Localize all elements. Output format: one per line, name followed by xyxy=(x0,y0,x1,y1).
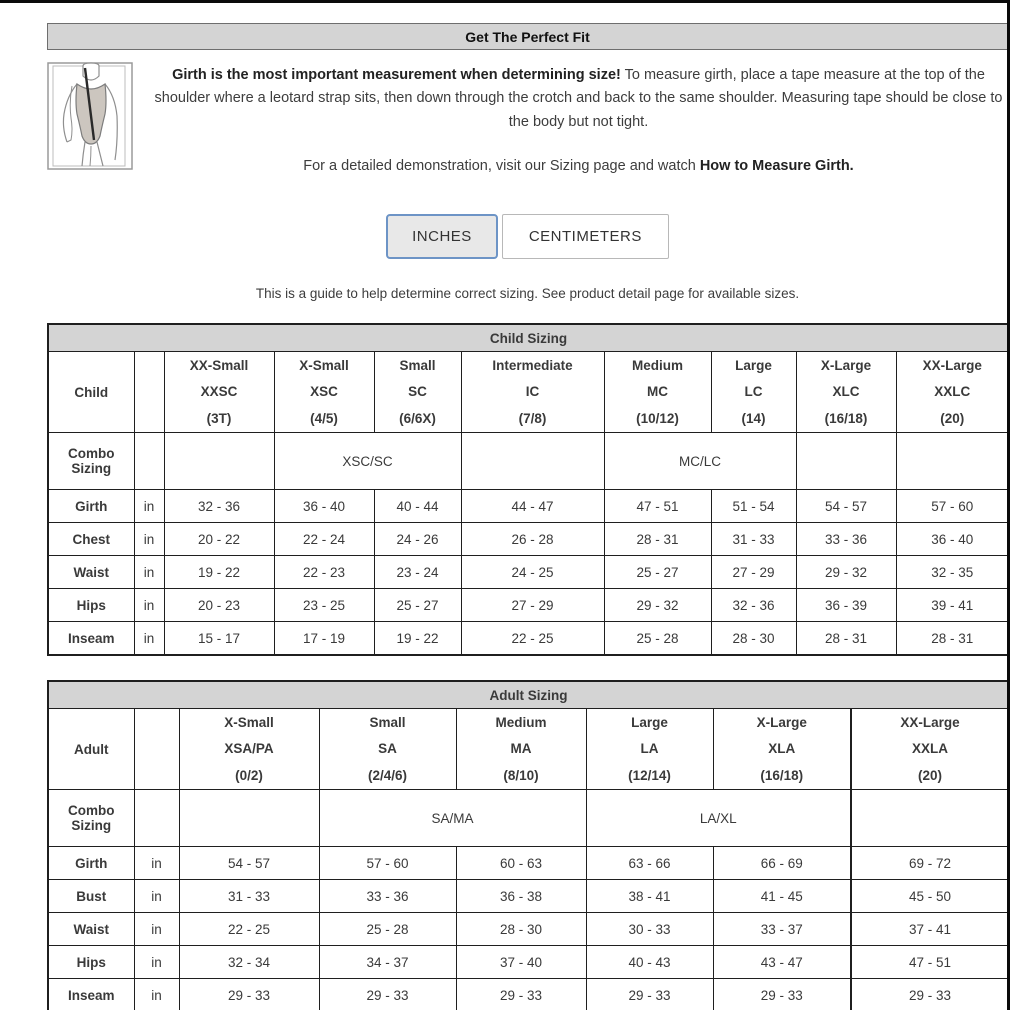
value-cell: 15 - 17 xyxy=(164,622,274,656)
value-cell: 30 - 33 xyxy=(586,913,713,946)
value-cell: 23 - 24 xyxy=(374,556,461,589)
demo-line xyxy=(149,158,1008,174)
value-cell: 36 - 39 xyxy=(796,589,896,622)
unit-cell: in xyxy=(134,847,179,880)
col-range: (3T) xyxy=(206,410,232,426)
girth-instructions-bold: Girth is the most important measurement when determining size! xyxy=(172,67,621,83)
child-col-small xyxy=(374,352,461,433)
combo-empty-cell xyxy=(796,433,896,490)
value-cell: 40 - 44 xyxy=(374,490,461,523)
adult-col-xxlarge xyxy=(851,709,1009,790)
value-cell: 32 - 36 xyxy=(164,490,274,523)
unit-cell: in xyxy=(134,523,164,556)
child-waist-label: Waist xyxy=(48,556,134,589)
sizing-guide-note: This is a guide to help determine correct sizing. See product detail page for available sizes. xyxy=(255,286,800,302)
value-cell: 57 - 60 xyxy=(896,490,1009,523)
value-cell: 36 - 40 xyxy=(896,523,1009,556)
child-corner-label: Child xyxy=(48,352,134,433)
value-cell: 44 - 47 xyxy=(461,490,604,523)
value-cell: 29 - 33 xyxy=(179,979,319,1010)
combo-la-xl: LA/XL xyxy=(586,790,851,847)
value-cell: 54 - 57 xyxy=(179,847,319,880)
demo-line-text: For a detailed demonstration, visit our Sizing page and watch xyxy=(303,158,700,175)
value-cell: 31 - 33 xyxy=(711,523,796,556)
value-cell: 19 - 22 xyxy=(164,556,274,589)
child-sizing-table xyxy=(47,323,1010,656)
col-range: (12/14) xyxy=(628,767,671,783)
child-girth-label: Girth xyxy=(48,490,134,523)
value-cell: 29 - 33 xyxy=(319,979,456,1010)
adult-combo-label: Combo Sizing xyxy=(48,790,134,847)
child-col-xxsmall xyxy=(164,352,274,433)
combo-sa-ma: SA/MA xyxy=(319,790,586,847)
combo-unit-cell xyxy=(134,433,164,490)
child-col-intermediate xyxy=(461,352,604,433)
col-range: (20) xyxy=(917,767,942,783)
col-size: XX-Small xyxy=(189,357,249,373)
value-cell: 33 - 37 xyxy=(713,913,851,946)
unit-cell: in xyxy=(134,913,179,946)
col-code: MA xyxy=(510,741,532,757)
adult-hips-label: Hips xyxy=(48,946,134,979)
adult-inseam-label: Inseam xyxy=(48,979,134,1010)
value-cell: 20 - 23 xyxy=(164,589,274,622)
value-cell: 19 - 22 xyxy=(374,622,461,656)
col-size: X-Small xyxy=(299,357,349,373)
child-col-xlarge xyxy=(796,352,896,433)
col-code: XXLA xyxy=(911,741,948,757)
child-hips-label: Hips xyxy=(48,589,134,622)
col-code: XXSC xyxy=(200,384,238,400)
value-cell: 25 - 28 xyxy=(319,913,456,946)
col-range: (10/12) xyxy=(636,410,679,426)
inches-button[interactable]: INCHES xyxy=(386,214,498,259)
value-cell: 17 - 19 xyxy=(274,622,374,656)
value-cell: 29 - 33 xyxy=(851,979,1009,1010)
col-range: (6/6X) xyxy=(399,410,436,426)
value-cell: 40 - 43 xyxy=(586,946,713,979)
page-title xyxy=(47,23,1008,50)
col-range: (7/8) xyxy=(518,410,547,426)
child-col-medium xyxy=(604,352,711,433)
col-size: Large xyxy=(631,714,668,730)
col-size: Intermediate xyxy=(492,357,573,373)
adult-bust-label: Bust xyxy=(48,880,134,913)
centimeters-button[interactable]: CENTIMETERS xyxy=(502,214,669,259)
value-cell: 33 - 36 xyxy=(319,880,456,913)
unit-toggle xyxy=(47,214,1008,259)
col-code: XXLC xyxy=(934,384,971,400)
value-cell: 57 - 60 xyxy=(319,847,456,880)
col-code: SA xyxy=(378,741,397,757)
value-cell: 29 - 33 xyxy=(586,979,713,1010)
intro-text-column xyxy=(135,62,1008,174)
value-cell: 36 - 38 xyxy=(456,880,586,913)
adult-col-large xyxy=(586,709,713,790)
leotard-measurement-icon xyxy=(47,62,135,172)
value-cell: 36 - 40 xyxy=(274,490,374,523)
adult-girth-label: Girth xyxy=(48,847,134,880)
adult-corner-label: Adult xyxy=(48,709,134,790)
value-cell: 27 - 29 xyxy=(461,589,604,622)
combo-mc-lc: MC/LC xyxy=(604,433,796,490)
value-cell: 32 - 35 xyxy=(896,556,1009,589)
col-range: (16/18) xyxy=(824,410,868,426)
value-cell: 22 - 25 xyxy=(179,913,319,946)
value-cell: 47 - 51 xyxy=(604,490,711,523)
value-cell: 26 - 28 xyxy=(461,523,604,556)
col-code: XSC xyxy=(310,384,338,400)
value-cell: 22 - 25 xyxy=(461,622,604,656)
value-cell: 33 - 36 xyxy=(796,523,896,556)
combo-empty-cell xyxy=(851,790,1009,847)
adult-col-medium xyxy=(456,709,586,790)
col-size: X-Small xyxy=(224,714,274,730)
value-cell: 29 - 33 xyxy=(456,979,586,1010)
adult-sizing-table xyxy=(47,680,1010,1010)
value-cell: 23 - 25 xyxy=(274,589,374,622)
value-cell: 25 - 27 xyxy=(604,556,711,589)
child-table-title: Child Sizing xyxy=(48,324,1009,352)
combo-empty-cell xyxy=(179,790,319,847)
col-size: Small xyxy=(399,357,436,373)
col-code: IC xyxy=(525,384,540,400)
col-range: (8/10) xyxy=(503,767,539,783)
intro-section xyxy=(47,62,1008,174)
col-size: XX-Large xyxy=(922,357,982,373)
combo-xsc-sc: XSC/SC xyxy=(274,433,461,490)
value-cell: 28 - 30 xyxy=(711,622,796,656)
unit-cell: in xyxy=(134,979,179,1010)
value-cell: 32 - 36 xyxy=(711,589,796,622)
combo-unit-cell xyxy=(134,790,179,847)
value-cell: 66 - 69 xyxy=(713,847,851,880)
adult-table-title: Adult Sizing xyxy=(48,681,1009,709)
girth-instructions-body: To measure girth, place a tape measure at the top of the shoulder where a leotard strap sits, then down through the crotch and back to the same shoulder. Measuring tape should be close to the body but not tight. xyxy=(154,67,1003,130)
col-size: X-Large xyxy=(820,357,872,373)
unit-cell: in xyxy=(134,490,164,523)
value-cell: 24 - 25 xyxy=(461,556,604,589)
unit-cell: in xyxy=(134,880,179,913)
value-cell: 20 - 22 xyxy=(164,523,274,556)
adult-col-xlarge xyxy=(713,709,851,790)
col-size: XX-Large xyxy=(900,714,960,730)
child-chest-label: Chest xyxy=(48,523,134,556)
value-cell: 25 - 27 xyxy=(374,589,461,622)
child-col-large xyxy=(711,352,796,433)
col-range: (2/4/6) xyxy=(367,767,408,783)
value-cell: 28 - 31 xyxy=(896,622,1009,656)
col-code: MC xyxy=(647,384,668,400)
value-cell: 25 - 28 xyxy=(604,622,711,656)
value-cell: 41 - 45 xyxy=(713,880,851,913)
combo-empty-cell xyxy=(461,433,604,490)
child-combo-label: Combo Sizing xyxy=(48,433,134,490)
value-cell: 69 - 72 xyxy=(851,847,1009,880)
value-cell: 63 - 66 xyxy=(586,847,713,880)
adult-waist-label: Waist xyxy=(48,913,134,946)
col-code: LC xyxy=(744,384,763,400)
value-cell: 43 - 47 xyxy=(713,946,851,979)
demo-line-bold: How to Measure Girth. xyxy=(699,158,854,175)
value-cell: 54 - 57 xyxy=(796,490,896,523)
col-code: XSA/PA xyxy=(224,741,274,757)
value-cell: 28 - 31 xyxy=(604,523,711,556)
value-cell: 60 - 63 xyxy=(456,847,586,880)
col-size: Medium xyxy=(631,357,683,373)
unit-cell: in xyxy=(134,946,179,979)
value-cell: 47 - 51 xyxy=(851,946,1009,979)
col-range: (14) xyxy=(741,410,766,426)
col-size: Large xyxy=(735,357,772,373)
col-code: XLC xyxy=(832,384,860,400)
value-cell: 29 - 32 xyxy=(796,556,896,589)
value-cell: 38 - 41 xyxy=(586,880,713,913)
col-size: Medium xyxy=(495,714,547,730)
child-col-xsmall xyxy=(274,352,374,433)
col-range: (16/18) xyxy=(760,767,804,783)
combo-empty-cell xyxy=(896,433,1009,490)
value-cell: 28 - 30 xyxy=(456,913,586,946)
value-cell: 24 - 26 xyxy=(374,523,461,556)
value-cell: 45 - 50 xyxy=(851,880,1009,913)
adult-unit-col-header xyxy=(134,709,179,790)
child-unit-col-header xyxy=(134,352,164,433)
child-col-xxlarge xyxy=(896,352,1009,433)
col-range: (0/2) xyxy=(235,767,263,783)
page-title-text: Get The Perfect Fit xyxy=(465,28,590,45)
adult-col-small xyxy=(319,709,456,790)
value-cell: 27 - 29 xyxy=(711,556,796,589)
value-cell: 32 - 34 xyxy=(179,946,319,979)
combo-empty-cell xyxy=(164,433,274,490)
child-inseam-label: Inseam xyxy=(48,622,134,656)
value-cell: 22 - 24 xyxy=(274,523,374,556)
value-cell: 29 - 32 xyxy=(604,589,711,622)
col-code: XLA xyxy=(768,741,796,757)
value-cell: 37 - 40 xyxy=(456,946,586,979)
value-cell: 31 - 33 xyxy=(179,880,319,913)
value-cell: 34 - 37 xyxy=(319,946,456,979)
col-range: (20) xyxy=(940,410,965,426)
value-cell: 39 - 41 xyxy=(896,589,1009,622)
value-cell: 37 - 41 xyxy=(851,913,1009,946)
value-cell: 22 - 23 xyxy=(274,556,374,589)
value-cell: 28 - 31 xyxy=(796,622,896,656)
unit-cell: in xyxy=(134,622,164,656)
col-size: X-Large xyxy=(756,714,807,730)
value-cell: 51 - 54 xyxy=(711,490,796,523)
unit-cell: in xyxy=(134,589,164,622)
col-code: LA xyxy=(640,741,659,757)
adult-col-xsmall xyxy=(179,709,319,790)
value-cell: 29 - 33 xyxy=(713,979,851,1010)
col-range: (4/5) xyxy=(310,410,338,426)
col-code: SC xyxy=(408,384,427,400)
col-size: Small xyxy=(369,714,406,730)
girth-instructions xyxy=(149,64,1008,134)
unit-cell: in xyxy=(134,556,164,589)
